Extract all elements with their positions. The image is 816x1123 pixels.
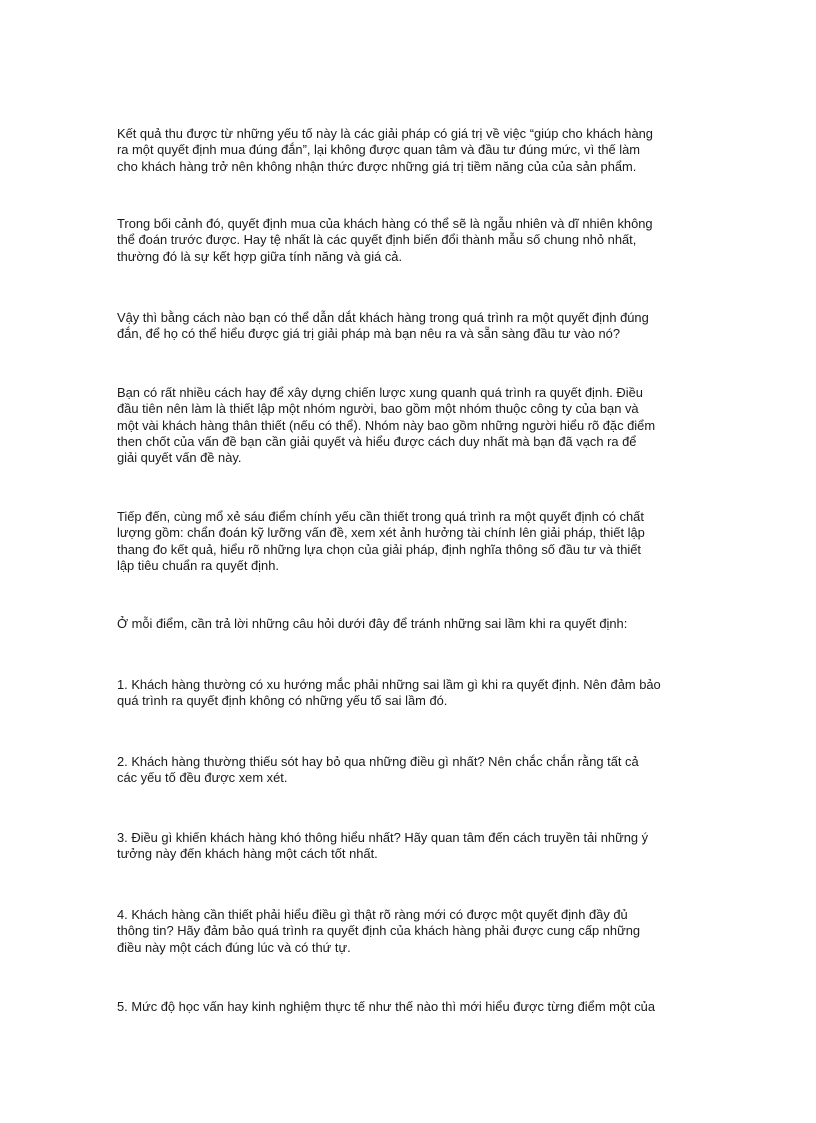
paragraph-value-proposition [117, 126, 703, 175]
text-line: Vậy thì bằng cách nào bạn có thể dẫn dắt khách hàng trong quá trình ra một quyết định đúng [117, 310, 649, 325]
paragraph-context [117, 216, 703, 265]
text-line: các yếu tố đều được xem xét. [117, 770, 288, 786]
text-line: cho khách hàng trở nên không nhận thức được những giá trị tiềm năng của của sản phẩm. [117, 158, 637, 174]
paragraph-question [117, 310, 703, 343]
text-line: Ở mỗi điểm, cần trả lời những câu hỏi dưới đây để tránh những sai lầm khi ra quyết định: [117, 616, 628, 631]
text-line: điều này một cách đúng lúc và có thứ tự. [117, 939, 351, 955]
text-line: một vài khách hàng thân thiết (nếu có thể). Nhóm này bao gồm những người hiểu rõ đặc điểm [117, 417, 656, 433]
text-line: quá trình ra quyết định không có những yếu tố sai lầm đó. [117, 693, 448, 709]
list-item-4 [117, 907, 703, 956]
text-line: thông tin? Hãy đảm bảo quá trình ra quyết định của khách hàng phải được cung cấp những [117, 923, 641, 939]
text-line: Tiếp đến, cùng mổ xẻ sáu điểm chính yếu cần thiết trong quá trình ra một quyết định có chất [117, 509, 644, 524]
text-line: 1. Khách hàng thường có xu hướng mắc phải những sai lầm gì khi ra quyết định. Nên đảm bảo [117, 677, 661, 692]
text-line: lập tiêu chuẩn ra quyết định. [117, 557, 279, 573]
text-line: Bạn có rất nhiều cách hay để xây dựng chiến lược xung quanh quá trình ra quyết định. Điều [117, 385, 643, 400]
text-line: đầu tiên nên làm là thiết lập một nhóm người, bao gồm một nhóm thuộc công ty của bạn và [117, 401, 639, 417]
text-line: 2. Khách hàng thường thiếu sót hay bỏ qua những điều gì nhất? Nên chắc chắn rằng tất cả [117, 754, 639, 769]
text-line: đắn, để họ có thể hiểu được giá trị giải pháp mà bạn nêu ra và sẵn sàng đầu tư vào nó? [117, 326, 621, 342]
paragraph-strategy [117, 385, 703, 466]
text-line: 4. Khách hàng cần thiết phải hiểu điều gì thật rõ ràng mới có được một quyết định đầy đủ [117, 907, 628, 922]
text-line: lượng gồm: chẩn đoán kỹ lưỡng vấn đề, xem xét ảnh hưởng tài chính lên giải pháp, thiết lập [117, 525, 645, 541]
paragraph-six-points [117, 509, 703, 574]
list-item-5 [117, 999, 703, 1015]
text-line: Kết quả thu được từ những yếu tố này là các giải pháp có giá trị về việc “giúp cho khách hàng [117, 126, 653, 141]
list-item-1 [117, 677, 703, 710]
text-line: thể đoán trước được. Hay tệ nhất là các quyết định biến đổi thành mẫu số chung nhỏ nhất, [117, 232, 637, 248]
list-item-3 [117, 830, 703, 863]
text-line: ra một quyết định mua đúng đắn”, lại không được quan tâm và đầu tư đúng mức, vì thế làm [117, 142, 641, 158]
text-line: tưởng này đến khách hàng một cách tốt nhất. [117, 846, 378, 862]
text-line: thang đo kết quả, hiểu rõ những lựa chọn của giải pháp, định nghĩa thông số đầu tư và thiết [117, 541, 641, 557]
paragraph-intro-questions [117, 616, 703, 632]
text-line: giải quyết vấn đề này. [117, 450, 242, 466]
text-line: then chốt của vấn đề bạn cần giải quyết và hiểu được cách duy nhất mà bạn đã vạch ra để [117, 433, 637, 449]
list-item-2 [117, 754, 703, 787]
text-line: Trong bối cảnh đó, quyết định mua của khách hàng có thể sẽ là ngẫu nhiên và dĩ nhiên không [117, 216, 653, 231]
text-line: thường đó là sự kết hợp giữa tính năng và giá cả. [117, 248, 403, 264]
text-line: 5. Mức độ học vấn hay kinh nghiệm thực tế như thế nào thì mới hiểu được từng điểm một của [117, 999, 655, 1014]
text-line: 3. Điều gì khiến khách hàng khó thông hiểu nhất? Hãy quan tâm đến cách truyền tải những ý [117, 830, 649, 845]
